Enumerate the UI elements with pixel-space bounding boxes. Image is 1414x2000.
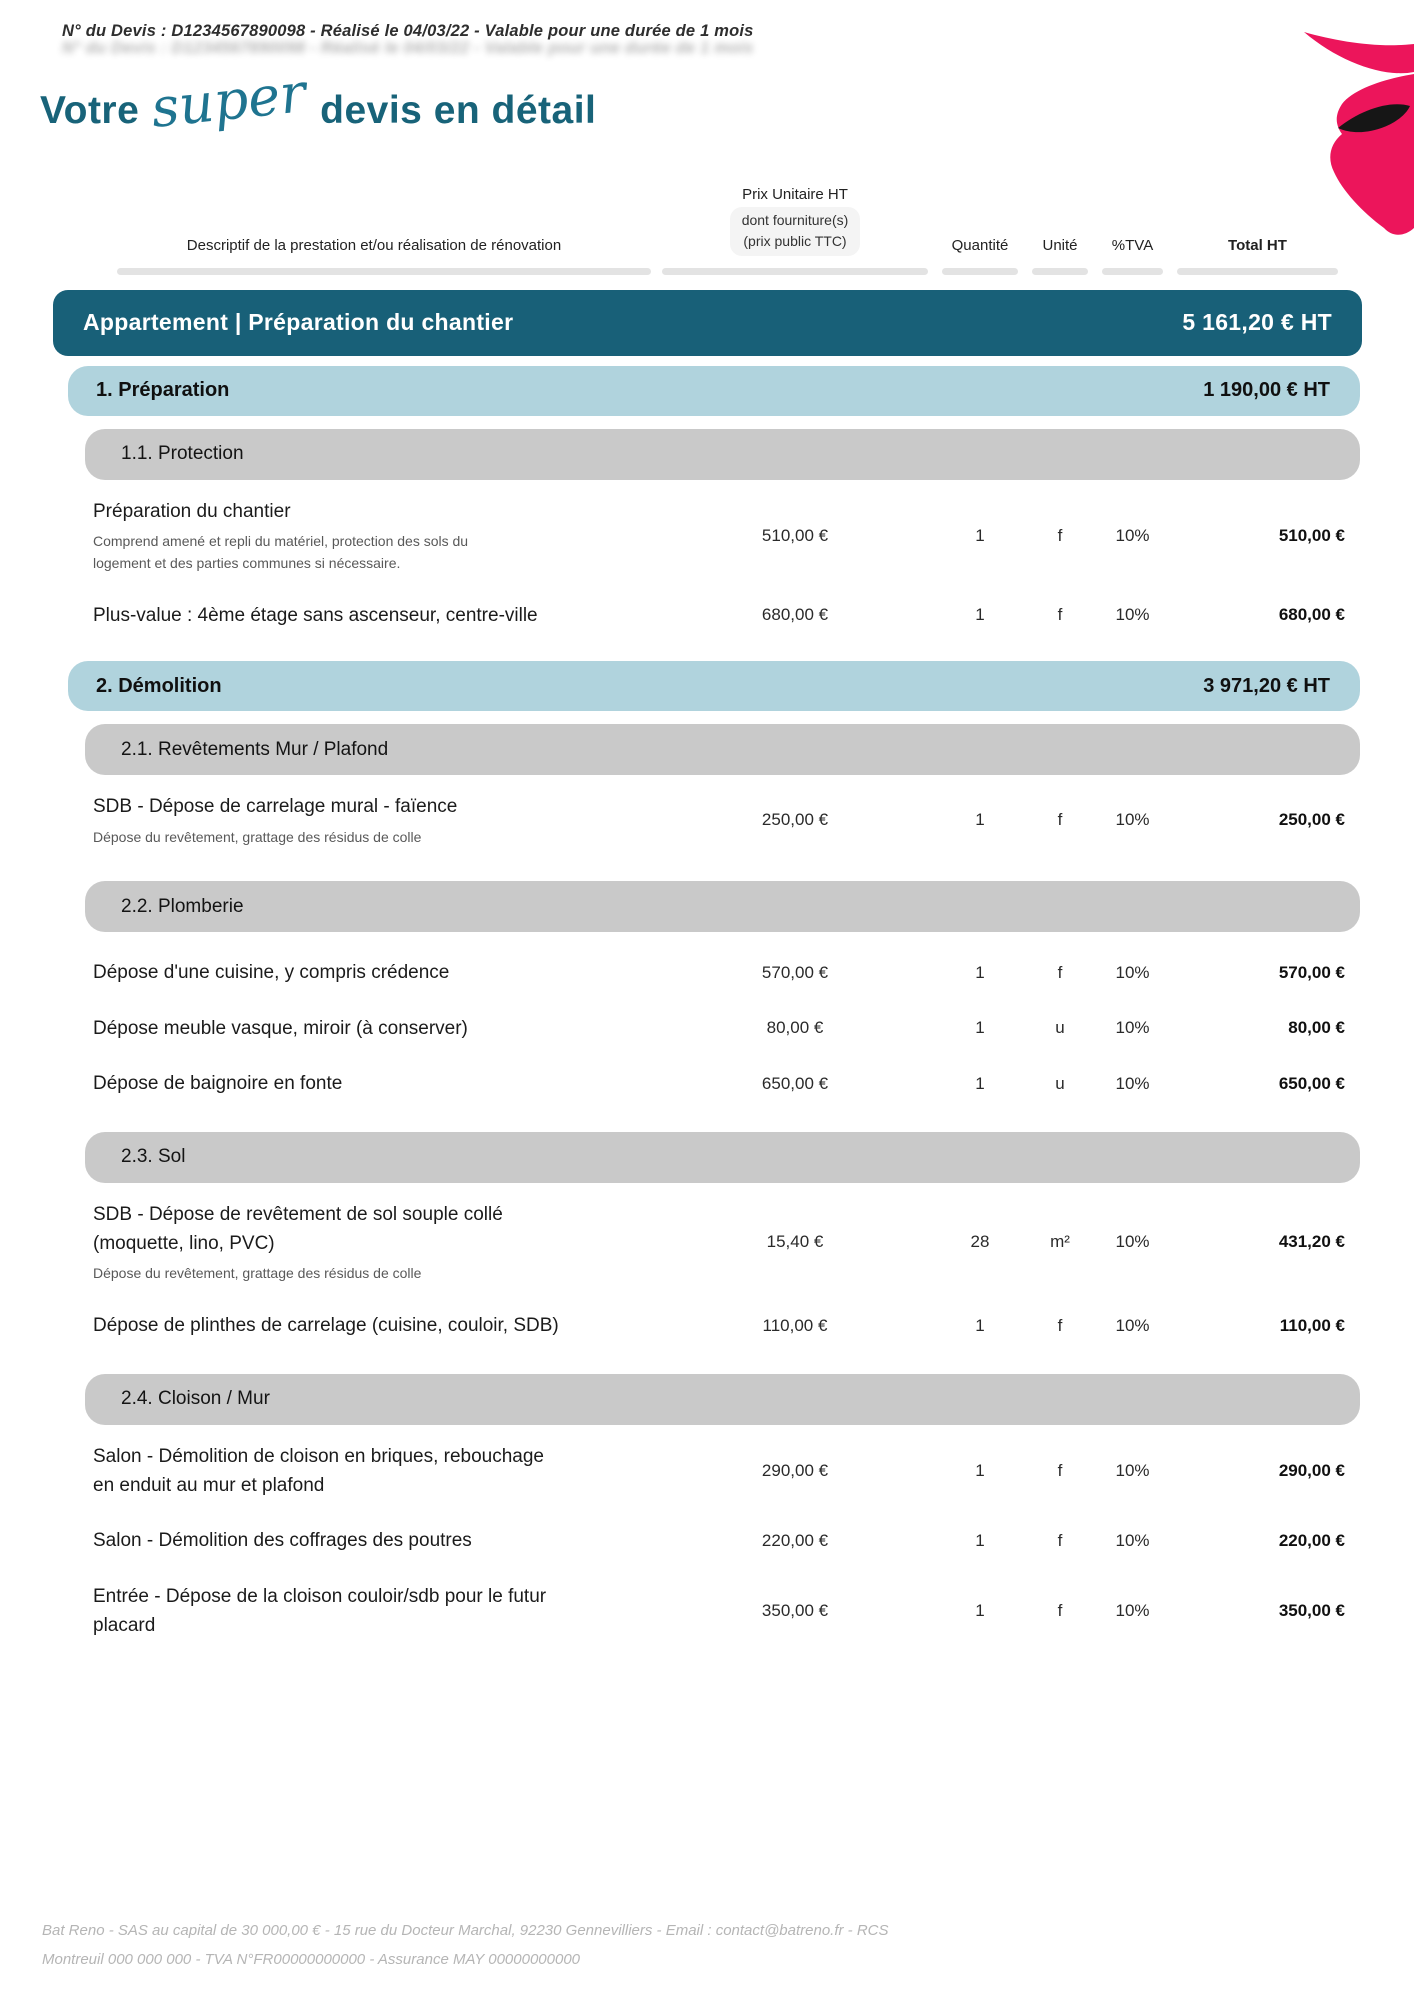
item-label: Dépose de plinthes de carrelage (cuisine, couloir, SDB) [93, 1315, 559, 1337]
item-total: 110,00 € [1279, 1315, 1345, 1335]
item-unit: m² [1050, 1232, 1070, 1252]
footer-line2: Montreuil 000 000 000 - TVA N°FR00000000000 - Assurance MAY 00000000000 [42, 1950, 581, 1968]
item-vat: 10% [1115, 1018, 1150, 1038]
title-part1: Votre [40, 89, 140, 132]
unit-price-line2: dont fourniture(s) [741, 212, 849, 229]
underline-quantity [942, 268, 1018, 275]
item-text [93, 1200, 655, 1286]
item-unit: f [1057, 525, 1063, 545]
item-unit: f [1057, 1601, 1063, 1621]
item-total: 250,00 € [1278, 810, 1345, 830]
item-label: Préparation du chantier [93, 500, 291, 522]
group-banner [53, 290, 1362, 356]
item-description: Dépose du revêtement, grattage des résidus de colle [93, 828, 422, 845]
item-unit-price: 15,40 € [766, 1232, 824, 1252]
line-item [0, 601, 1414, 630]
brand-logo-icon [1294, 30, 1414, 235]
item-unit: u [1055, 1018, 1065, 1038]
item-text [93, 1526, 655, 1555]
line-item [0, 958, 1414, 987]
line-item [0, 1200, 1414, 1286]
section-title: 1. Préparation [96, 379, 230, 402]
item-vat: 10% [1115, 1315, 1150, 1335]
item-label: Plus-value : 4ème étage sans ascenseur, centre-ville [93, 604, 538, 626]
item-vat: 10% [1115, 605, 1150, 625]
item-vat: 10% [1115, 1232, 1150, 1252]
item-quantity: 1 [975, 810, 985, 830]
item-text [93, 1069, 655, 1098]
unit-price-line1: Prix Unitaire HT [742, 186, 848, 203]
column-header-vat: %TVA [1111, 236, 1154, 254]
subsection-header-2-1 [85, 724, 1360, 775]
item-unit-price: 650,00 € [761, 1073, 829, 1093]
item-total: 650,00 € [1278, 1073, 1345, 1093]
item-text [93, 958, 655, 987]
item-description: Dépose du revêtement, grattage des résidus de colle [93, 1265, 422, 1282]
section-header-2 [68, 661, 1360, 711]
item-label: Dépose meuble vasque, miroir (à conserver) [93, 1017, 468, 1039]
item-unit: f [1057, 1460, 1063, 1480]
item-unit-price: 250,00 € [761, 810, 829, 830]
item-quantity: 1 [975, 1460, 985, 1480]
line-item [0, 1582, 1414, 1641]
item-total: 80,00 € [1288, 1018, 1345, 1038]
subsection-title: 2.3. Sol [121, 1146, 186, 1168]
item-quantity: 1 [975, 1315, 985, 1335]
item-unit-price: 220,00 € [761, 1531, 829, 1551]
item-text [93, 1311, 655, 1340]
item-vat: 10% [1115, 962, 1150, 982]
unit-price-line3: (prix public TTC) [743, 232, 847, 249]
column-header-quantity: Quantité [951, 236, 1009, 254]
item-label: Salon - Démolition des coffrages des poutres [93, 1530, 472, 1552]
item-description: Comprend amené et repli du matériel, protection des sols du logement et des parties communes si nécessaire. [93, 533, 469, 571]
page-title [40, 61, 1414, 140]
item-total: 431,20 € [1278, 1232, 1345, 1252]
item-total: 510,00 € [1278, 525, 1345, 545]
item-unit-price: 110,00 € [762, 1315, 828, 1335]
item-text [93, 1442, 655, 1501]
item-unit-price: 570,00 € [761, 962, 829, 982]
underline-unit [1032, 268, 1088, 275]
item-unit-price: 80,00 € [766, 1018, 824, 1038]
item-unit: u [1055, 1073, 1065, 1093]
item-vat: 10% [1115, 1460, 1150, 1480]
item-label: Dépose d'une cuisine, y compris crédence [93, 962, 450, 984]
item-vat: 10% [1115, 525, 1150, 545]
item-total: 680,00 € [1278, 605, 1345, 625]
column-header-unit: Unité [1042, 236, 1078, 254]
line-item [0, 1014, 1414, 1043]
item-unit: f [1057, 1315, 1063, 1335]
footer-line1: Bat Reno - SAS au capital de 30 000,00 € - 15 rue du Docteur Marchal, 92230 Gennevilliers - Email : contact@batreno.fr - RCS [42, 1922, 889, 1939]
item-text [93, 497, 655, 575]
item-quantity: 1 [975, 1073, 985, 1093]
item-unit: f [1057, 1531, 1063, 1551]
underline-total [1177, 268, 1338, 275]
section-total: 3 971,20 € HT [1203, 674, 1330, 697]
item-text [93, 1582, 655, 1641]
underline-vat [1102, 268, 1163, 275]
subsection-header-2-2 [85, 881, 1360, 932]
item-quantity: 28 [970, 1232, 990, 1252]
line-item [0, 1442, 1414, 1501]
devis-number-badge: N° du Devis : D1234567890098 - Réalisé le 04/03/22 - Valable pour une durée de 1 mois [40, 16, 776, 47]
item-unit-price: 510,00 € [761, 525, 829, 545]
line-item [0, 1311, 1414, 1340]
item-unit: f [1057, 810, 1063, 830]
unit-price-note [730, 207, 861, 256]
item-total: 290,00 € [1278, 1460, 1345, 1480]
title-script-word: super [148, 61, 309, 140]
column-header-unit-price [655, 185, 935, 256]
group-banner-title: Appartement | Préparation du chantier [83, 309, 514, 336]
underline-description [117, 268, 651, 275]
item-label: Salon - Démolition de cloison en briques, rebouchage en enduit au mur et plafond [93, 1445, 544, 1496]
item-text [93, 792, 655, 848]
subsection-title: 1.1. Protection [121, 443, 244, 465]
section-title: 2. Démolition [96, 674, 222, 697]
section-header-1 [68, 366, 1360, 416]
item-text [93, 601, 655, 630]
title-part2: devis en détail [320, 89, 597, 132]
line-item [0, 1526, 1414, 1555]
item-total: 220,00 € [1278, 1531, 1345, 1551]
underline-unit-price [662, 268, 928, 275]
item-unit-price: 680,00 € [761, 605, 829, 625]
item-quantity: 1 [975, 1601, 985, 1621]
item-vat: 10% [1115, 1601, 1150, 1621]
item-vat: 10% [1115, 1531, 1150, 1551]
item-quantity: 1 [975, 1531, 985, 1551]
table-header [0, 185, 1414, 256]
subsection-header-1-1 [85, 429, 1360, 480]
item-quantity: 1 [975, 1018, 985, 1038]
subsection-title: 2.1. Revêtements Mur / Plafond [121, 738, 389, 760]
subsection-header-2-3 [85, 1132, 1360, 1183]
line-item [0, 792, 1414, 848]
item-label: Dépose de baignoire en fonte [93, 1073, 343, 1095]
group-banner-total: 5 161,20 € HT [1182, 309, 1332, 336]
item-total: 570,00 € [1278, 962, 1345, 982]
item-text [93, 1014, 655, 1043]
table-header-underline [0, 268, 1414, 275]
column-header-description: Descriptif de la prestation et/ou réalisation de rénovation [186, 236, 562, 254]
subsection-title: 2.2. Plomberie [121, 895, 244, 917]
item-quantity: 1 [975, 962, 985, 982]
item-total: 350,00 € [1278, 1601, 1345, 1621]
subsection-header-2-4 [85, 1374, 1360, 1425]
item-vat: 10% [1115, 810, 1150, 830]
item-vat: 10% [1115, 1073, 1150, 1093]
line-item [0, 497, 1414, 575]
footer-legal [0, 1917, 1414, 2000]
item-quantity: 1 [975, 605, 985, 625]
item-unit-price: 290,00 € [761, 1460, 829, 1480]
section-total: 1 190,00 € HT [1203, 379, 1330, 402]
item-label: Entrée - Dépose de la cloison couloir/sdb pour le futur placard [93, 1585, 547, 1637]
subsection-title: 2.4. Cloison / Mur [121, 1388, 270, 1410]
item-label: SDB - Dépose de carrelage mural - faïence [93, 796, 458, 818]
item-quantity: 1 [975, 525, 985, 545]
item-unit: f [1057, 962, 1063, 982]
item-unit: f [1057, 605, 1063, 625]
item-unit-price: 350,00 € [761, 1601, 829, 1621]
line-item [0, 1069, 1414, 1098]
item-label: SDB - Dépose de revêtement de sol souple collé (moquette, lino, PVC) [93, 1203, 503, 1254]
column-header-total: Total HT [1228, 236, 1287, 254]
